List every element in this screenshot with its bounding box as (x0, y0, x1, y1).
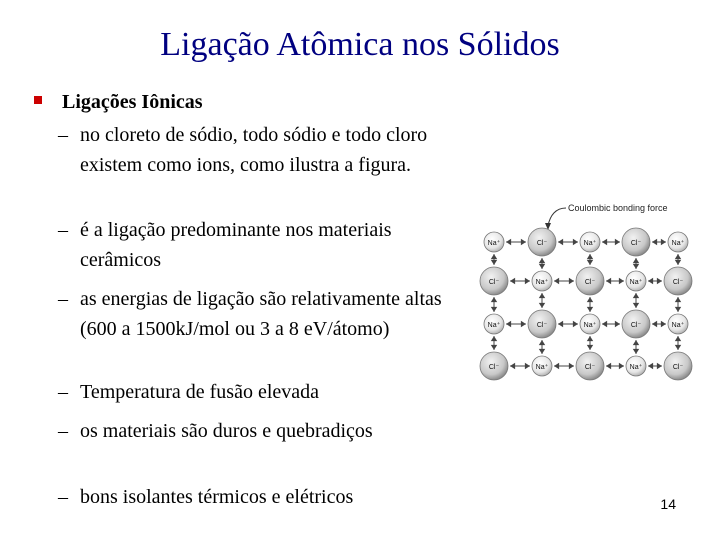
bond-arrow (506, 239, 526, 245)
chloride-ion (622, 228, 650, 256)
ion-label: Na⁺ (535, 364, 549, 371)
sodium-ion (580, 232, 600, 252)
sub-bullet-text: Temperatura de fusão elevada (80, 381, 320, 403)
bond-arrow (602, 239, 620, 245)
sub-bullet-text: no cloreto de sódio, todo sódio e todo cloro existem como ions, como ilustra a figura. (80, 124, 428, 176)
sodium-ion (626, 271, 646, 291)
ion-label: Cl⁻ (630, 240, 642, 247)
sodium-ion (484, 314, 504, 334)
ion-label: Cl⁻ (488, 364, 500, 371)
ion-label: Cl⁻ (488, 279, 500, 286)
ion-label: Na⁺ (583, 240, 597, 247)
bond-arrow (652, 321, 666, 327)
sodium-ion (668, 314, 688, 334)
sodium-ion (532, 271, 552, 291)
bond-arrow (491, 297, 497, 312)
chloride-ion (576, 352, 604, 380)
ion-label: Cl⁻ (584, 364, 596, 371)
ion-grid (480, 228, 692, 380)
chloride-ion (664, 352, 692, 380)
sub-bullet-text: é a ligação predominante nos materiais cerâmicos (80, 219, 392, 271)
bond-arrow (510, 363, 530, 369)
coulombic-force-label: Coulombic bonding force (568, 203, 668, 213)
bond-arrow (675, 336, 681, 350)
bond-arrow (558, 239, 578, 245)
bond-arrow (633, 258, 639, 269)
bond-arrow (539, 340, 545, 354)
chloride-ion (576, 267, 604, 295)
sub-bullet-text: as energias de ligação são relativamente altas (600 a 1500kJ/mol ou 3 a 8 eV/átomo) (80, 288, 442, 340)
ion-label: Na⁺ (629, 279, 643, 286)
dash-icon: – (58, 124, 68, 146)
bond-arrow (648, 278, 662, 284)
bond-arrow (648, 363, 662, 369)
dash-icon: – (58, 381, 68, 403)
bond-arrow (652, 239, 666, 245)
sub-bullet-text: bons isolantes térmicos e elétricos (80, 486, 354, 508)
ion-label: Cl⁻ (536, 322, 548, 329)
ion-label: Cl⁻ (672, 364, 684, 371)
square-bullet-icon (34, 96, 42, 104)
sodium-ion (626, 356, 646, 376)
slide-title: Ligação Atômica nos Sólidos (160, 26, 560, 63)
ion-label: Cl⁻ (584, 279, 596, 286)
bond-arrow (554, 278, 574, 284)
bond-arrow (633, 293, 639, 308)
bond-arrow (587, 336, 593, 350)
sodium-ion (532, 356, 552, 376)
bond-arrow (539, 293, 545, 308)
chloride-ion (480, 267, 508, 295)
bond-arrow (587, 297, 593, 312)
dash-icon: – (58, 486, 68, 508)
ion-label: Na⁺ (671, 240, 685, 247)
ion-label: Na⁺ (487, 240, 501, 247)
bond-arrow (587, 254, 593, 265)
ion-label: Cl⁻ (536, 240, 548, 247)
bond-arrow (506, 321, 526, 327)
bond-arrow (675, 254, 681, 265)
bond-arrow (491, 336, 497, 350)
bond-arrow (606, 363, 624, 369)
chloride-ion (480, 352, 508, 380)
sodium-ion (580, 314, 600, 334)
bond-arrow (633, 340, 639, 354)
page-number: 14 (660, 496, 676, 512)
bond-arrow (539, 258, 545, 269)
ion-label: Na⁺ (671, 322, 685, 329)
sodium-ion (668, 232, 688, 252)
ion-label: Na⁺ (583, 322, 597, 329)
dash-icon: – (58, 288, 68, 310)
chloride-ion (528, 310, 556, 338)
bond-arrow (558, 321, 578, 327)
ion-label: Na⁺ (535, 279, 549, 286)
bond-arrow (606, 278, 624, 284)
bond-arrow (602, 321, 620, 327)
dash-icon: – (58, 420, 68, 442)
bond-arrow (675, 297, 681, 312)
ion-label: Na⁺ (487, 322, 501, 329)
bullet-heading: Ligações Iônicas (62, 91, 203, 113)
sodium-ion (484, 232, 504, 252)
bond-arrows (488, 239, 681, 371)
ion-label: Cl⁻ (672, 279, 684, 286)
ion-label: Cl⁻ (630, 322, 642, 329)
bond-arrow (491, 254, 497, 265)
bond-arrow (554, 363, 574, 369)
chloride-ion (664, 267, 692, 295)
sub-bullet-text: os materiais são duros e quebradiços (80, 420, 373, 442)
nacl-lattice-figure (476, 190, 702, 390)
ion-label: Na⁺ (629, 364, 643, 371)
chloride-ion (622, 310, 650, 338)
dash-icon: – (58, 219, 68, 241)
bond-arrow (510, 278, 530, 284)
chloride-ion (528, 228, 556, 256)
